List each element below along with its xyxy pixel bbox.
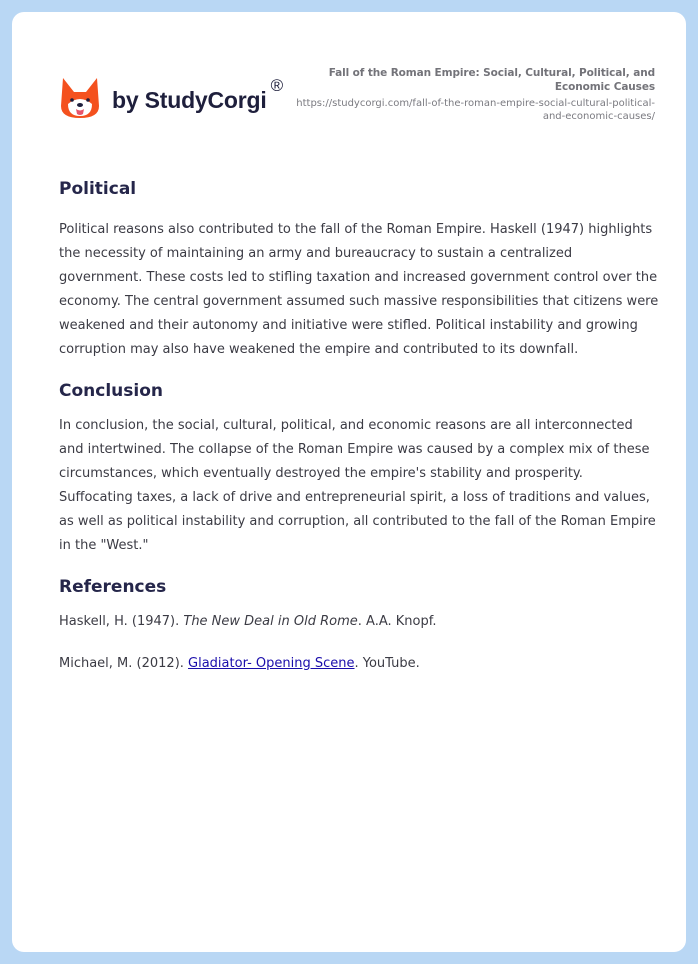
reference-author: Michael, M. (2012).	[59, 656, 189, 671]
reference-link[interactable]: Gladiator- Opening Scene	[188, 656, 355, 671]
document-content	[59, 176, 659, 676]
document-title: Fall of the Roman Empire: Social, Cultural, Political, and Economic Causes	[328, 67, 655, 93]
section-heading-political: Political	[59, 179, 137, 199]
document-page	[12, 12, 686, 952]
document-meta	[295, 66, 655, 123]
reference-title: The New Deal in Old Rome	[183, 614, 358, 629]
reference-publisher: . A.A. Knopf.	[357, 614, 437, 629]
reference-item	[59, 652, 659, 676]
references-heading: References	[59, 577, 167, 597]
reference-author: Haskell, H. (1947).	[59, 614, 184, 629]
section-heading-conclusion: Conclusion	[59, 381, 163, 401]
section-paragraph-conclusion: In conclusion, the social, cultural, political, and economic reasons are all interconnected and intertwined. The collapse of the Roman Empire was caused by a complex mix of these circumstances, which eventually destroyed the empire's stability and prosperity. Suffocating taxes, a lack of drive and entrepreneurial spirit, a loss of traditions and values, as well as political instability and corruption, all contributed to the fall of the Roman Empire in the "West."	[59, 418, 656, 553]
studycorgi-logo[interactable]	[60, 76, 283, 120]
logo-text: by StudyCorgi	[112, 86, 267, 113]
reference-publisher: . YouTube.	[354, 656, 420, 671]
reference-item	[59, 610, 659, 634]
document-url: https://studycorgi.com/fall-of-the-roman-empire-social-cultural-political-and-economic-causes/	[296, 98, 655, 122]
corgi-icon	[60, 76, 100, 120]
registered-mark: ®	[270, 76, 284, 95]
section-paragraph-political: Political reasons also contributed to the fall of the Roman Empire. Haskell (1947) highlights the necessity of maintaining an army and bureaucracy to sustain a centralized government. These costs led to stifling taxation and increased government control over the economy. The central government assumed such massive responsibilities that citizens were weakened and their autonomy and initiative were stifled. Political instability and growing corruption may also have weakened the empire and contributed to its downfall.	[59, 222, 659, 357]
